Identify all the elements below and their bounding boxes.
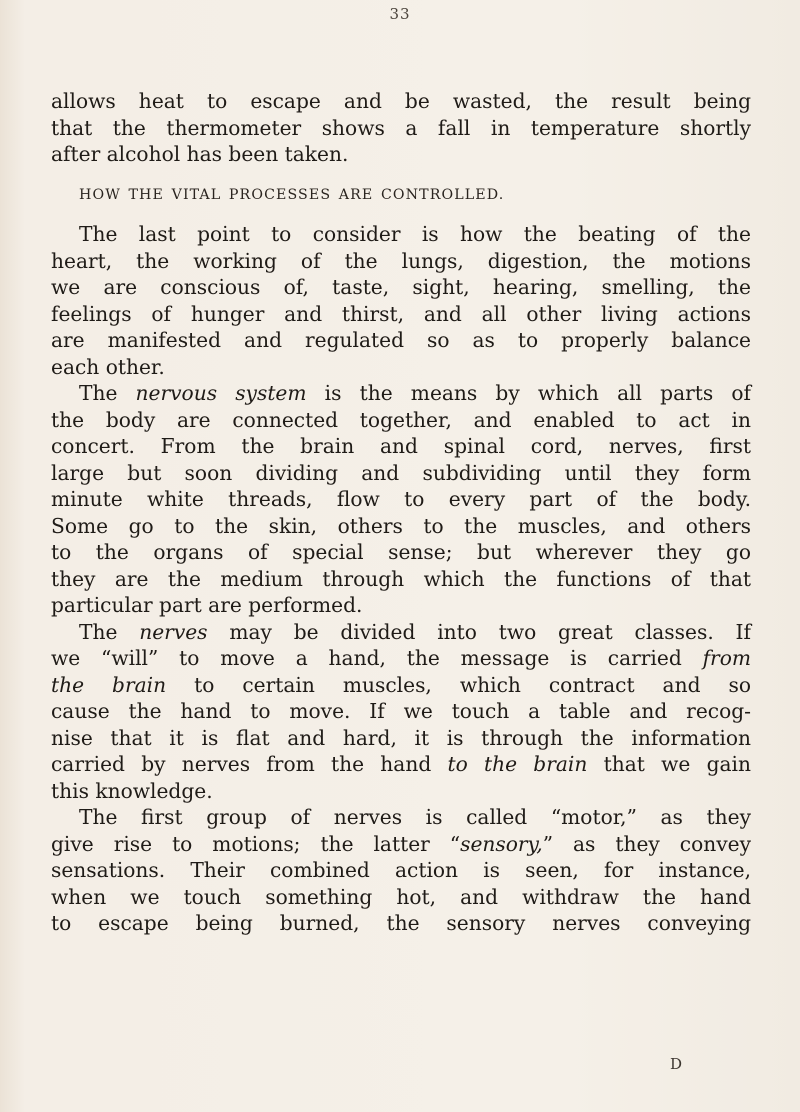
text-line xyxy=(51,619,751,646)
text-line: The last point to consider is how the beating of the xyxy=(79,222,751,246)
text-line: to the organs of special sense; but wherever they go xyxy=(51,540,751,564)
italic-term: nervous system xyxy=(135,381,307,405)
text-line xyxy=(51,645,751,672)
text-line: each other. xyxy=(51,354,165,379)
page-number: 33 xyxy=(389,5,411,23)
text-run: we “will” to move a hand, the message is carried xyxy=(51,646,703,670)
text-line: that the thermometer shows a fall in temperature shortly xyxy=(51,115,751,140)
text-line: to escape being burned, the sensory nerves conveying xyxy=(51,911,751,935)
text-run: The xyxy=(79,381,136,405)
text-line: large but soon dividing and subdividing until they form xyxy=(51,460,751,485)
paragraph-4 xyxy=(51,619,751,805)
text-line: The first group of nerves is called “motor,” as they xyxy=(79,805,751,829)
text-line: allows heat to escape and be wasted, the result being xyxy=(51,89,751,113)
text-line: particular part are performed. xyxy=(51,593,363,617)
italic-term: to the brain xyxy=(447,752,588,776)
text-line xyxy=(51,831,751,858)
text-line: feelings of hunger and thirst, and all other living actions xyxy=(51,301,751,326)
paragraph-1 xyxy=(51,88,751,168)
text-line: heart, the working of the lungs, digestion, the motions xyxy=(51,248,751,273)
text-line: when we touch something hot, and withdraw the hand xyxy=(51,884,751,909)
printer-signature-mark: D xyxy=(669,1055,683,1073)
text-line: we are conscious of, taste, sight, hearing, smelling, the xyxy=(51,275,751,299)
text-line xyxy=(51,380,751,407)
italic-term: nerves xyxy=(139,619,208,644)
text-line: they are the medium through which the functions of that xyxy=(51,566,751,591)
text-line: sensations. Their combined action is seen, for instance, xyxy=(51,858,751,882)
paragraph-3 xyxy=(51,380,751,619)
text-run: give rise to motions; the latter “ xyxy=(51,831,461,856)
text-run: The xyxy=(79,619,140,644)
text-line: this knowledge. xyxy=(51,778,213,803)
paragraph-2 xyxy=(51,221,751,380)
italic-term: the brain xyxy=(51,672,167,697)
text-line xyxy=(51,751,751,778)
text-line: after alcohol has been taken. xyxy=(51,142,349,166)
text-run: that we gain xyxy=(587,752,751,776)
text-run: ” as they convey xyxy=(542,831,751,856)
text-line: nise that it is flat and hard, it is through the information xyxy=(51,725,751,750)
text-run: carried by nerves from the hand xyxy=(51,752,448,776)
text-run: to certain muscles, which contract and so xyxy=(166,672,752,697)
text-line xyxy=(51,672,751,699)
text-line: are manifested and regulated so as to properly balance xyxy=(51,328,751,352)
text-line: Some go to the skin, others to the muscles, and others xyxy=(51,513,751,538)
text-line: the body are connected together, and enabled to act in xyxy=(51,407,751,432)
text-run: may be divided into two great classes. If xyxy=(207,619,751,644)
italic-term: sensory, xyxy=(460,831,543,856)
italic-term: from xyxy=(702,646,751,670)
section-heading: HOW THE VITAL PROCESSES ARE CONTROLLED. xyxy=(79,186,505,203)
page-body xyxy=(51,88,751,937)
paragraph-5 xyxy=(51,804,751,937)
text-line: concert. From the brain and spinal cord, nerves, first xyxy=(51,434,751,458)
text-line: minute white threads, flow to every part of the body. xyxy=(51,487,751,511)
text-line: cause the hand to move. If we touch a table and recog- xyxy=(51,699,751,723)
text-run: is the means by which all parts of xyxy=(306,381,751,405)
